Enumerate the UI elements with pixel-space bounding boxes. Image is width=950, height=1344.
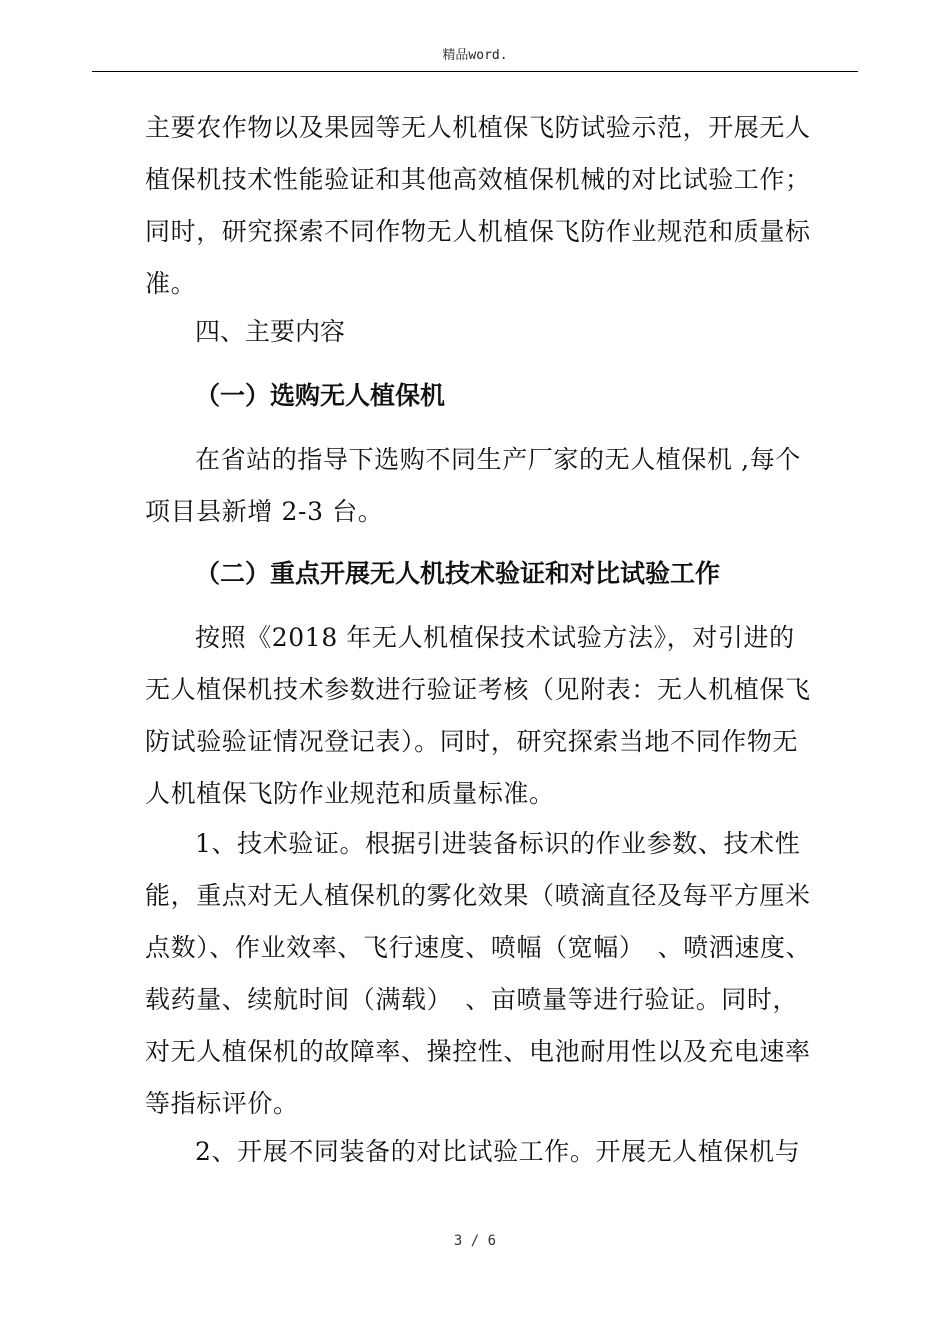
paragraph-verification-method: 按照《2018 年无人机植保技术试验方法》，对引进的无人植保机技术参数进行验证考核（见附表：无人机植保飞防试验验证情况登记表）。同时，研究探索当地不同作物无人机植保飞防作业规范和质量标准。: [145, 623, 811, 808]
paragraph-purchase: 在省站的指导下选购不同生产厂家的无人植保机 ,每个项目县新增 2-3 台。: [145, 445, 801, 526]
subsection-heading-verification: （二）重点开展无人机技术验证和对比试验工作: [195, 559, 721, 588]
subsection-heading-purchase: （一）选购无人植保机: [195, 381, 446, 410]
paragraph-technical-verification: 1、技术验证。根据引进装备标识的作业参数、技术性能，重点对无人植保机的雾化效果（喷滴直径及每平方厘米点数）、作业效率、飞行速度、喷幅（宽幅） 、喷洒速度、载药量、续航时间（满载） 、亩喷量等进行验证。同时，对无人植保机的故障率、操控性、电池耐用性以及充电速率等指标评价。: [145, 829, 812, 1118]
page-number: 3 / 6: [453, 1233, 497, 1249]
page-header: 精品word.: [442, 48, 508, 63]
paragraph-goal-continued: 主要农作物以及果园等无人机植保飞防试验示范，开展无人植保机技术性能验证和其他高效植保机械的对比试验工作；同时，研究探索不同作物无人机植保飞防作业规范和质量标准。: [145, 113, 811, 298]
paragraph-comparison-trial: 2、开展不同装备的对比试验工作。开展无人植保机与: [195, 1137, 801, 1166]
section-heading-main-content: 四、主要内容: [195, 317, 346, 346]
header-divider: [92, 71, 858, 72]
